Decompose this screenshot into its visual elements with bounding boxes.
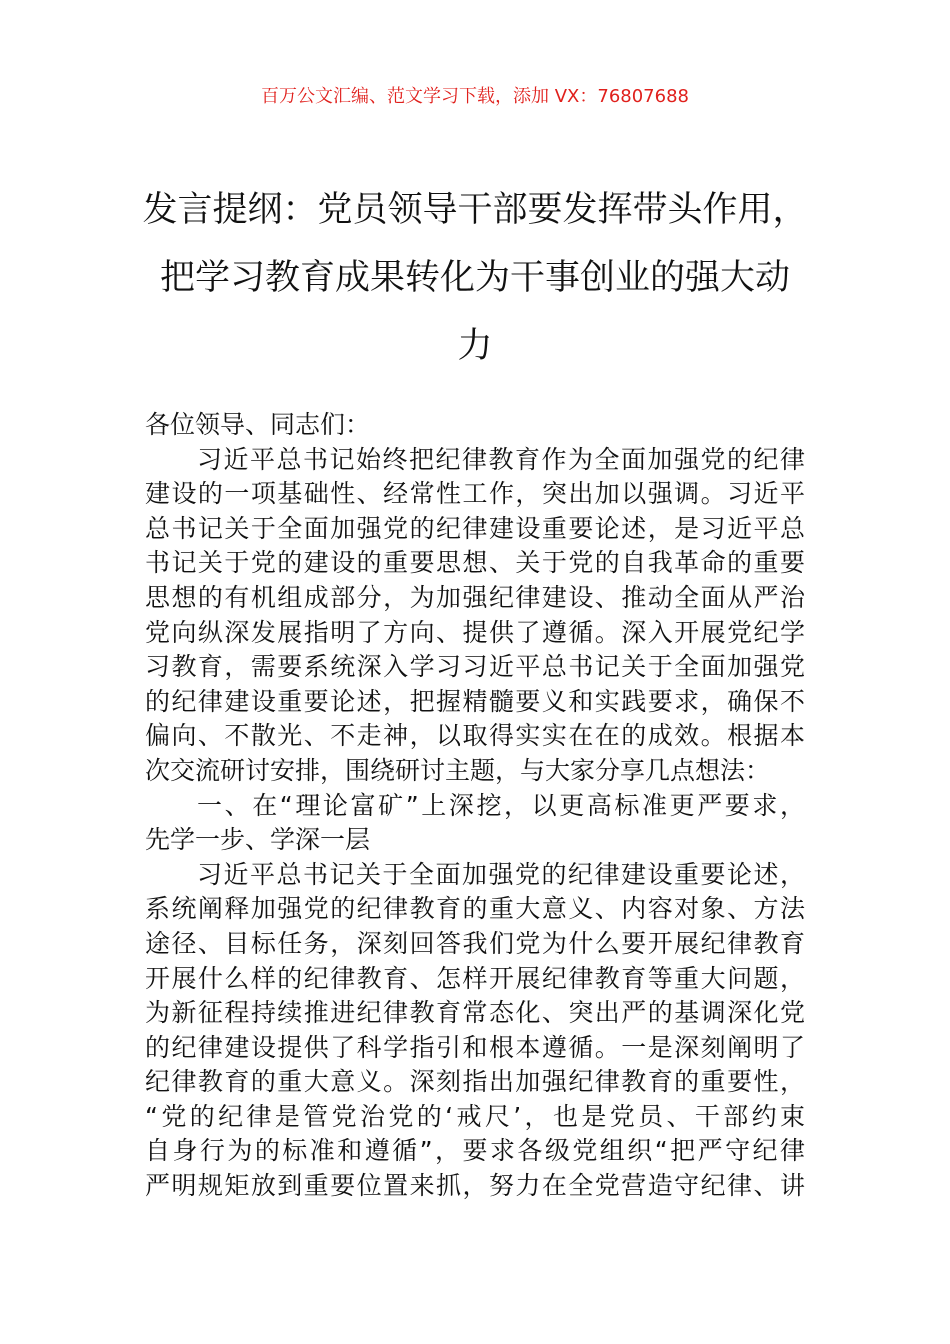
- document-body: [145, 408, 805, 1204]
- title-line: 把学习教育成果转化为干事创业的强大动: [159, 258, 790, 298]
- paragraph-line: 书记关于党的建设的重要思想、关于党的自我革命的重要: [145, 548, 805, 578]
- paragraph-line: 开展什么样的纪律教育、怎样开展纪律教育等重大问题，: [145, 963, 805, 993]
- document-title: [140, 176, 810, 380]
- paragraph-line: 偏向、不散光、不走神，以取得实实在在的成效。根据本: [145, 721, 805, 751]
- paragraph-line: 习教育，需要系统深入学习习近平总书记关于全面加强党: [145, 652, 805, 682]
- paragraph-line: 思想的有机组成部分，为加强纪律建设、推动全面从严治: [145, 582, 805, 612]
- paragraph-line: 次交流研讨安排，围绕研讨主题，与大家分享几点想法：: [145, 755, 771, 785]
- section-heading-line: 一、在“理论富矿”上深挖，以更高标准更严要求，: [197, 790, 805, 820]
- watermark-banner: 百万公文汇编、范文学习下载，添加 VX：76807688: [261, 86, 689, 107]
- paragraph-line: 习近平总书记关于全面加强党的纪律建设重要论述，: [197, 859, 805, 889]
- paragraph-line: 自身行为的标准和遵循”，要求各级党组织“把严守纪律: [145, 1136, 805, 1166]
- paragraph-line: 的纪律建设重要论述，把握精髓要义和实践要求，确保不: [145, 686, 805, 716]
- section-heading-line: 先学一步、学深一层: [145, 825, 371, 855]
- paragraph-line: 建设的一项基础性、经常性工作，突出加以强调。习近平: [145, 479, 805, 509]
- paragraph-line: 纪律教育的重大意义。深刻指出加强纪律教育的重要性，: [145, 1067, 805, 1097]
- title-line: 发言提纲：党员领导干部要发挥带头作用，: [142, 190, 808, 230]
- paragraph-line: 严明规矩放到重要位置来抓，努力在全党营造守纪律、讲: [145, 1171, 805, 1201]
- salutation: 各位领导、同志们：: [145, 410, 371, 439]
- paragraph-line: 的纪律建设提供了科学指引和根本遵循。一是深刻阐明了: [145, 1032, 805, 1062]
- paragraph-line: 习近平总书记始终把纪律教育作为全面加强党的纪律: [197, 444, 805, 474]
- paragraph-line: 党向纵深发展指明了方向、提供了遵循。深入开展党纪学: [145, 617, 805, 647]
- paragraph-line: 系统阐释加强党的纪律教育的重大意义、内容对象、方法: [145, 894, 805, 924]
- paragraph-line: 途径、目标任务，深刻回答我们党为什么要开展纪律教育: [145, 928, 805, 958]
- title-line: 力: [457, 326, 493, 366]
- paragraph-line: 总书记关于全面加强党的纪律建设重要论述，是习近平总: [145, 513, 805, 543]
- paragraph-line: 为新征程持续推进纪律教育常态化、突出严的基调深化党: [145, 998, 805, 1028]
- paragraph-line: “党的纪律是管党治党的‘戒尺’，也是党员、干部约束: [145, 1101, 805, 1131]
